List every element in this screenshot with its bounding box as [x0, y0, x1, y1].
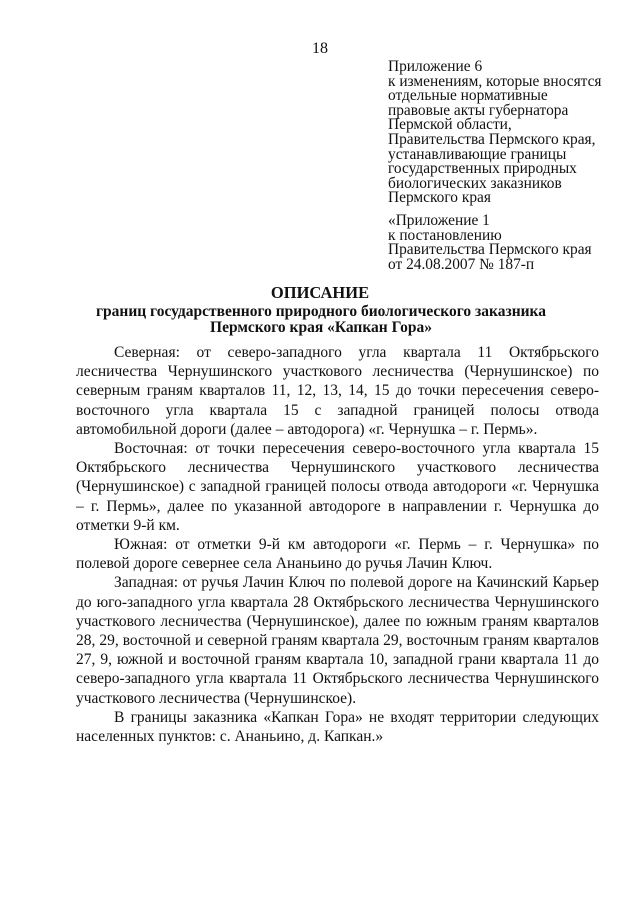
page-number: 18	[312, 40, 328, 57]
annex-ref-line: Правительства Пермского края	[388, 241, 592, 259]
annex-ref-line: к постановлению	[388, 226, 502, 244]
annex-line: правовые акты губернатора	[388, 101, 569, 119]
annex-line: отдельные нормативные	[388, 87, 548, 105]
subtitle-line: границ государственного природного биологического заказника	[95, 303, 547, 320]
annex-line: к изменениям, которые вносятся	[388, 72, 602, 90]
annex-line: Правительства Пермского края,	[388, 130, 596, 148]
annex-ref-line: от 24.08.2007 № 187-п	[388, 255, 535, 273]
paragraph-south-boundary: Южная: от отметки 9-й км автодороги «г. Пермь – г. Чернушка» по полевой дороге севернее села Ананьино до ручья Лачин Ключ.	[76, 536, 599, 573]
annex-line: Пермской области,	[388, 116, 512, 134]
paragraph-exclusions: В границы заказника «Капкан Гора» не входят территории следующих населенных пунктов: с. Ананьино, д. Капкан.»	[76, 708, 599, 746]
annex-header	[388, 60, 618, 206]
document-subtitle	[76, 304, 566, 336]
annex-reference	[388, 214, 618, 272]
paragraph-east-boundary: Восточная: от точки пересечения северо-восточного угла квартала 15 Октябрьского лесничества Чернушинского участкового лесничества (Чернушинское) с западной границей полосы отвода автодороги «г. Чернушка – г. Пермь», далее по указанной автодороге в направлении г. Чернушка до отметки 9-й км.	[76, 440, 599, 534]
annex-line: устанавливающие границы	[388, 145, 567, 163]
annex-line: биологических заказников	[388, 174, 562, 192]
document-body	[76, 343, 599, 746]
annex-ref-line: «Приложение 1	[388, 212, 490, 229]
annex-line: государственных природных	[388, 160, 577, 178]
paragraph-north-boundary: Северная: от северо-западного угла квартала 11 Октябрьского лесничества Чернушинского участкового лесничества (Чернушинское) по северным граням кварталов 11, 12, 13, 14, 15 до точки пересечения северо-восточного угла квартала 15 с западной границей полосы отвода автомобильной дороги (далее – автодорога) «г. Чернушка – г. Пермь».	[76, 344, 599, 438]
annex-line: Пермского края	[388, 189, 491, 207]
paragraph-west-boundary: Западная: от ручья Лачин Ключ по полевой дороге на Качинский Карьер до юго-западного угла квартала 28 Октябрьского лесничества Чернушинского участкового лесничества (Чернушинское), далее по южным граням кварталов 28, 29, восточной и северной граням квартала 29, восточным граням кварталов 27, 9, южной и восточной граням квартала 10, западной грани квартала 11 до северо-западного угла квартала 11 Октябрьского лесничества Чернушинского участкового лесничества (Чернушинское).	[76, 574, 599, 707]
document-title: ОПИСАНИЕ	[270, 283, 370, 302]
annex-line: Приложение 6	[388, 58, 483, 75]
subtitle-line: Пермского края «Капкан Гора»	[210, 319, 432, 336]
